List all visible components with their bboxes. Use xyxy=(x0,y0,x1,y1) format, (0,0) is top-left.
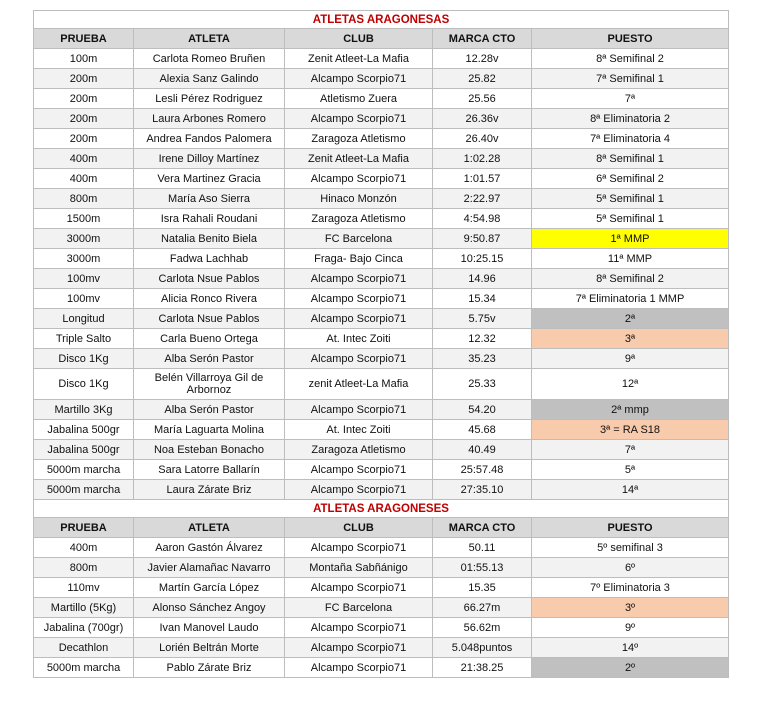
column-header-atleta: ATLETA xyxy=(134,518,285,538)
cell-puesto: 3ª xyxy=(532,329,729,349)
cell-puesto: 9º xyxy=(532,618,729,638)
cell-prueba: Jabalina 500gr xyxy=(34,420,134,440)
table-row xyxy=(34,598,729,618)
cell-marca: 25.56 xyxy=(433,89,532,109)
table-row xyxy=(34,149,729,169)
table-row xyxy=(34,109,729,129)
cell-marca: 35.23 xyxy=(433,349,532,369)
cell-prueba: Jabalina (700gr) xyxy=(34,618,134,638)
cell-marca: 9:50.87 xyxy=(433,229,532,249)
cell-club: zenit Atleet-La Mafia xyxy=(285,369,433,400)
cell-club: Alcampo Scorpio71 xyxy=(285,658,433,678)
cell-atleta: Natalia Benito Biela xyxy=(134,229,285,249)
cell-atleta: Vera Martinez Gracia xyxy=(134,169,285,189)
cell-atleta: María Laguarta Molina xyxy=(134,420,285,440)
cell-atleta: Alba Serón Pastor xyxy=(134,349,285,369)
cell-prueba: 5000m marcha xyxy=(34,460,134,480)
cell-marca: 25.82 xyxy=(433,69,532,89)
cell-marca: 45.68 xyxy=(433,420,532,440)
cell-marca: 27:35.10 xyxy=(433,480,532,500)
cell-atleta: Carlota Romeo Bruñen xyxy=(134,49,285,69)
cell-marca: 25.33 xyxy=(433,369,532,400)
cell-atleta: Alba Serón Pastor xyxy=(134,400,285,420)
cell-puesto: 5º semifinal 3 xyxy=(532,538,729,558)
section-title: ATLETAS ARAGONESES xyxy=(34,500,729,518)
cell-club: Zaragoza Atletismo xyxy=(285,440,433,460)
table-row xyxy=(34,269,729,289)
table-row xyxy=(34,89,729,109)
column-header-marca: MARCA CTO xyxy=(433,518,532,538)
cell-marca: 14.96 xyxy=(433,269,532,289)
cell-club: Alcampo Scorpio71 xyxy=(285,400,433,420)
cell-puesto: 2ª xyxy=(532,309,729,329)
table-row xyxy=(34,480,729,500)
cell-marca: 56.62m xyxy=(433,618,532,638)
cell-prueba: 110mv xyxy=(34,578,134,598)
cell-prueba: Disco 1Kg xyxy=(34,369,134,400)
cell-marca: 54.20 xyxy=(433,400,532,420)
section-title-row xyxy=(34,11,729,29)
cell-marca: 5.048puntos xyxy=(433,638,532,658)
cell-marca: 15.35 xyxy=(433,578,532,598)
cell-prueba: 100mv xyxy=(34,269,134,289)
cell-puesto: 8ª Semifinal 1 xyxy=(532,149,729,169)
cell-club: Alcampo Scorpio71 xyxy=(285,480,433,500)
cell-club: Montaña Sabñánigo xyxy=(285,558,433,578)
cell-puesto: 2ª mmp xyxy=(532,400,729,420)
table-row xyxy=(34,249,729,269)
table-row xyxy=(34,349,729,369)
table-row xyxy=(34,400,729,420)
table-row xyxy=(34,309,729,329)
cell-puesto: 9ª xyxy=(532,349,729,369)
table-row xyxy=(34,49,729,69)
table-row xyxy=(34,69,729,89)
cell-puesto: 14º xyxy=(532,638,729,658)
table-row xyxy=(34,578,729,598)
table-row xyxy=(34,420,729,440)
cell-prueba: 1500m xyxy=(34,209,134,229)
cell-atleta: Laura Arbones Romero xyxy=(134,109,285,129)
column-header-club: CLUB xyxy=(285,29,433,49)
cell-prueba: Disco 1Kg xyxy=(34,349,134,369)
cell-puesto: 5ª xyxy=(532,460,729,480)
cell-puesto: 7ª Eliminatoria 4 xyxy=(532,129,729,149)
cell-marca: 26.40v xyxy=(433,129,532,149)
cell-atleta: Carlota Nsue Pablos xyxy=(134,309,285,329)
results-document xyxy=(33,10,728,678)
cell-marca: 10:25.15 xyxy=(433,249,532,269)
cell-club: Hinaco Monzón xyxy=(285,189,433,209)
cell-atleta: Martín García López xyxy=(134,578,285,598)
cell-puesto: 8ª Eliminatoria 2 xyxy=(532,109,729,129)
cell-club: Zaragoza Atletismo xyxy=(285,209,433,229)
cell-marca: 40.49 xyxy=(433,440,532,460)
cell-marca: 4:54.98 xyxy=(433,209,532,229)
section-title-row xyxy=(34,500,729,518)
table-row xyxy=(34,460,729,480)
cell-atleta: Noa Esteban Bonacho xyxy=(134,440,285,460)
cell-club: Alcampo Scorpio71 xyxy=(285,309,433,329)
cell-club: Alcampo Scorpio71 xyxy=(285,349,433,369)
cell-prueba: 5000m marcha xyxy=(34,658,134,678)
cell-puesto: 7ª xyxy=(532,440,729,460)
table-row xyxy=(34,189,729,209)
cell-puesto: 6ª Semifinal 2 xyxy=(532,169,729,189)
cell-puesto: 3º xyxy=(532,598,729,618)
cell-puesto: 11ª MMP xyxy=(532,249,729,269)
cell-marca: 1:02.28 xyxy=(433,149,532,169)
table-header-row xyxy=(34,29,729,49)
cell-club: Alcampo Scorpio71 xyxy=(285,538,433,558)
cell-prueba: 200m xyxy=(34,109,134,129)
cell-puesto: 2º xyxy=(532,658,729,678)
cell-marca: 25:57.48 xyxy=(433,460,532,480)
cell-marca: 1:01.57 xyxy=(433,169,532,189)
table-row xyxy=(34,440,729,460)
cell-marca: 66.27m xyxy=(433,598,532,618)
cell-club: Fraga- Bajo Cinca xyxy=(285,249,433,269)
cell-marca: 21:38.25 xyxy=(433,658,532,678)
cell-club: At. Intec Zoiti xyxy=(285,420,433,440)
cell-prueba: 100mv xyxy=(34,289,134,309)
cell-puesto: 12ª xyxy=(532,369,729,400)
cell-atleta: Lesli Pérez Rodriguez xyxy=(134,89,285,109)
cell-club: Alcampo Scorpio71 xyxy=(285,460,433,480)
cell-prueba: Longitud xyxy=(34,309,134,329)
cell-prueba: 200m xyxy=(34,89,134,109)
cell-prueba: 800m xyxy=(34,189,134,209)
cell-club: Alcampo Scorpio71 xyxy=(285,69,433,89)
table-row xyxy=(34,638,729,658)
cell-puesto: 8ª Semifinal 2 xyxy=(532,269,729,289)
cell-atleta: Sara Latorre Ballarín xyxy=(134,460,285,480)
cell-atleta: Ivan Manovel Laudo xyxy=(134,618,285,638)
cell-marca: 12.32 xyxy=(433,329,532,349)
cell-prueba: Martillo 3Kg xyxy=(34,400,134,420)
cell-club: Alcampo Scorpio71 xyxy=(285,169,433,189)
cell-prueba: 800m xyxy=(34,558,134,578)
cell-atleta: Isra Rahali Roudani xyxy=(134,209,285,229)
cell-atleta: Irene Dilloy Martínez xyxy=(134,149,285,169)
cell-marca: 01:55.13 xyxy=(433,558,532,578)
table-row xyxy=(34,229,729,249)
cell-club: At. Intec Zoiti xyxy=(285,329,433,349)
column-header-puesto: PUESTO xyxy=(532,518,729,538)
cell-puesto: 1ª MMP xyxy=(532,229,729,249)
column-header-marca: MARCA CTO xyxy=(433,29,532,49)
cell-club: Zaragoza Atletismo xyxy=(285,129,433,149)
table-row xyxy=(34,558,729,578)
cell-club: Alcampo Scorpio71 xyxy=(285,269,433,289)
column-header-prueba: PRUEBA xyxy=(34,518,134,538)
cell-puesto: 6º xyxy=(532,558,729,578)
cell-atleta: Aaron Gastón Álvarez xyxy=(134,538,285,558)
cell-atleta: Andrea Fandos Palomera xyxy=(134,129,285,149)
table-row xyxy=(34,129,729,149)
cell-prueba: 100m xyxy=(34,49,134,69)
cell-marca: 50.11 xyxy=(433,538,532,558)
results-table xyxy=(33,10,729,678)
table-row xyxy=(34,209,729,229)
cell-prueba: 400m xyxy=(34,169,134,189)
table-row xyxy=(34,369,729,400)
cell-prueba: 3000m xyxy=(34,249,134,269)
cell-club: FC Barcelona xyxy=(285,229,433,249)
cell-puesto: 5ª Semifinal 1 xyxy=(532,189,729,209)
cell-prueba: 3000m xyxy=(34,229,134,249)
cell-atleta: Lorién Beltrán Morte xyxy=(134,638,285,658)
cell-atleta: Fadwa Lachhab xyxy=(134,249,285,269)
cell-atleta: María Aso Sierra xyxy=(134,189,285,209)
column-header-atleta: ATLETA xyxy=(134,29,285,49)
cell-club: Alcampo Scorpio71 xyxy=(285,578,433,598)
cell-club: Alcampo Scorpio71 xyxy=(285,618,433,638)
table-row xyxy=(34,289,729,309)
cell-puesto: 7ª Semifinal 1 xyxy=(532,69,729,89)
cell-prueba: 400m xyxy=(34,538,134,558)
column-header-club: CLUB xyxy=(285,518,433,538)
cell-prueba: 5000m marcha xyxy=(34,480,134,500)
cell-puesto: 7ª xyxy=(532,89,729,109)
table-row xyxy=(34,618,729,638)
cell-puesto: 14ª xyxy=(532,480,729,500)
cell-marca: 2:22.97 xyxy=(433,189,532,209)
cell-atleta: Javier Alamañac Navarro xyxy=(134,558,285,578)
cell-atleta: Alexia Sanz Galindo xyxy=(134,69,285,89)
cell-club: Zenit Atleet-La Mafia xyxy=(285,149,433,169)
table-row xyxy=(34,169,729,189)
cell-prueba: Jabalina 500gr xyxy=(34,440,134,460)
cell-club: Zenit Atleet-La Mafia xyxy=(285,49,433,69)
cell-club: Atletismo Zuera xyxy=(285,89,433,109)
cell-atleta: Belén Villarroya Gil de Arbornoz xyxy=(134,369,285,400)
cell-club: Alcampo Scorpio71 xyxy=(285,638,433,658)
cell-puesto: 7º Eliminatoria 3 xyxy=(532,578,729,598)
cell-prueba: Triple Salto xyxy=(34,329,134,349)
cell-puesto: 5ª Semifinal 1 xyxy=(532,209,729,229)
cell-prueba: 200m xyxy=(34,69,134,89)
cell-prueba: Decathlon xyxy=(34,638,134,658)
cell-puesto: 7ª Eliminatoria 1 MMP xyxy=(532,289,729,309)
table-row xyxy=(34,658,729,678)
cell-atleta: Carlota Nsue Pablos xyxy=(134,269,285,289)
cell-atleta: Laura Zárate Briz xyxy=(134,480,285,500)
cell-club: FC Barcelona xyxy=(285,598,433,618)
table-row xyxy=(34,329,729,349)
cell-atleta: Pablo Zárate Briz xyxy=(134,658,285,678)
cell-prueba: 200m xyxy=(34,129,134,149)
cell-marca: 12.28v xyxy=(433,49,532,69)
cell-prueba: 400m xyxy=(34,149,134,169)
cell-atleta: Carla Bueno Ortega xyxy=(134,329,285,349)
table-header-row xyxy=(34,518,729,538)
cell-marca: 5.75v xyxy=(433,309,532,329)
cell-puesto: 8ª Semifinal 2 xyxy=(532,49,729,69)
cell-prueba: Martillo (5Kg) xyxy=(34,598,134,618)
table-row xyxy=(34,538,729,558)
cell-club: Alcampo Scorpio71 xyxy=(285,109,433,129)
cell-marca: 26.36v xyxy=(433,109,532,129)
cell-atleta: Alicia Ronco Rivera xyxy=(134,289,285,309)
column-header-puesto: PUESTO xyxy=(532,29,729,49)
section-title: ATLETAS ARAGONESAS xyxy=(34,11,729,29)
cell-marca: 15.34 xyxy=(433,289,532,309)
cell-puesto: 3ª = RA S18 xyxy=(532,420,729,440)
cell-club: Alcampo Scorpio71 xyxy=(285,289,433,309)
column-header-prueba: PRUEBA xyxy=(34,29,134,49)
cell-atleta: Alonso Sánchez Angoy xyxy=(134,598,285,618)
